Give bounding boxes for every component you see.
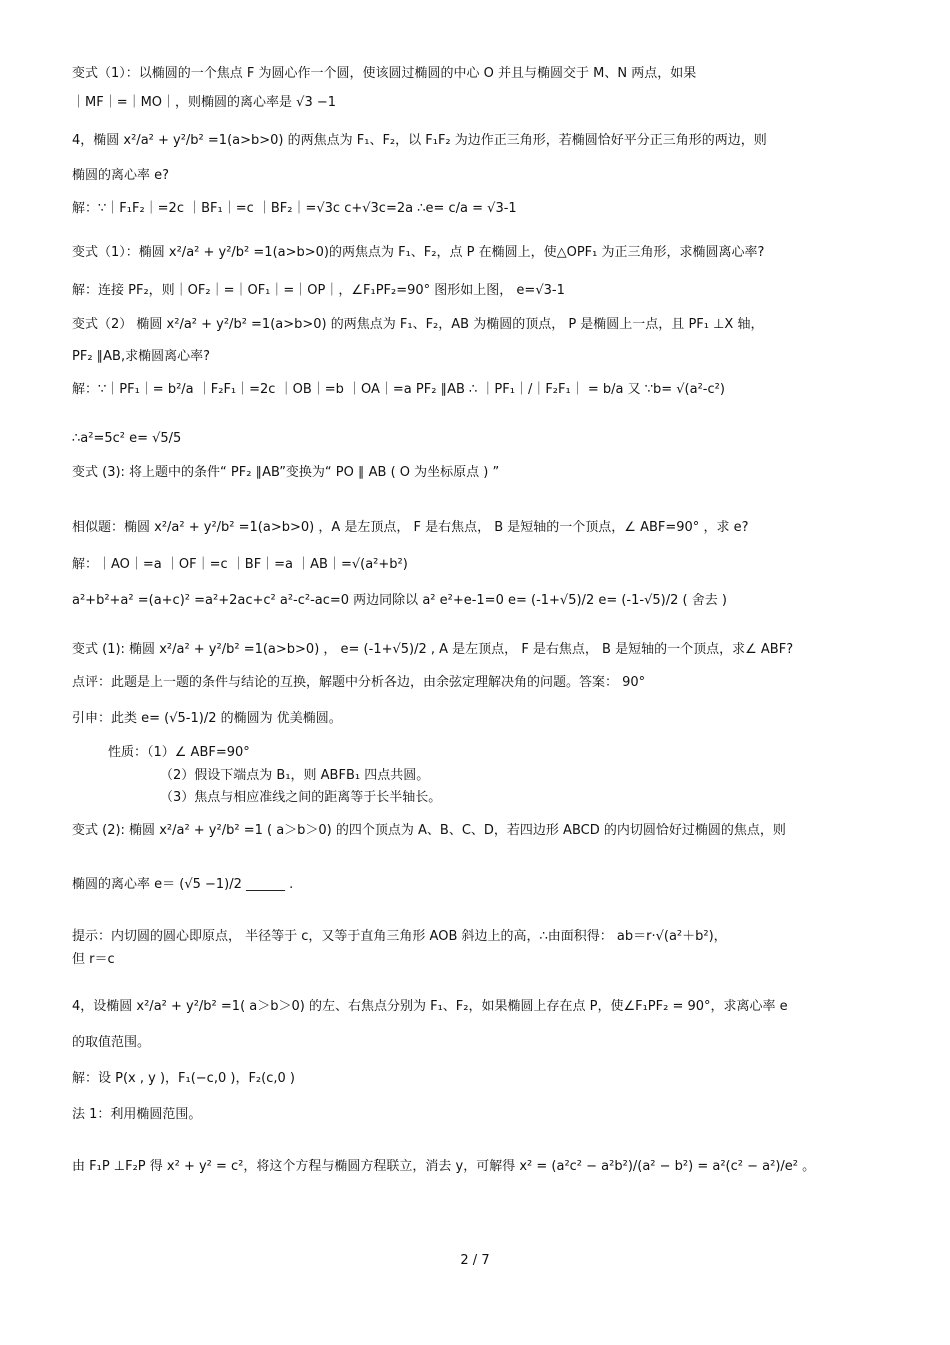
text-line: 引申：此类 e= (√5-1)/2 的椭圆为 优美椭圆。 bbox=[72, 711, 342, 726]
text-line: 4，椭圆 x²/a² + y²/b² =1(a>b>0) 的两焦点为 F₁、F₂，以 F₁F₂ 为边作正三角形，若椭圆恰好平分正三角形的两边，则 bbox=[72, 133, 767, 148]
text-line: 相似题：椭圆 x²/a² + y²/b² =1(a>b>0) ，A 是左顶点， F 是右焦点， B 是短轴的一个顶点，∠ ABF=90° ，求 e? bbox=[72, 520, 749, 535]
text-line: 变式 (2): 椭圆 x²/a² + y²/b² =1 ( a＞b＞0) 的四个顶点为 A、B、C、D，若四边形 ABCD 的内切圆恰好过椭圆的焦点，则 bbox=[72, 823, 786, 838]
text-line: 椭圆的离心率 e? bbox=[72, 168, 170, 183]
text-line: 的取值范围。 bbox=[72, 1035, 151, 1050]
text-line: 性质：（1）∠ ABF=90° bbox=[108, 745, 250, 760]
text-line: 4，设椭圆 x²/a² + y²/b² =1( a＞b＞0) 的左、右焦点分别为 F₁、F₂，如果椭圆上存在点 P，使∠F₁PF₂ = 90°，求离心率 e bbox=[72, 999, 788, 1014]
text-line: 变式 (3): 将上题中的条件“ PF₂ ∥AB”变换为“ PO ∥ AB ( O 为坐标原点 ) ” bbox=[72, 465, 500, 480]
text-line: 变式（1）：椭圆 x²/a² + y²/b² =1(a>b>0)的两焦点为 F₁、F₂，点 P 在椭圆上，使△OPF₁ 为正三角形，求椭圆离心率? bbox=[72, 245, 765, 260]
text-line: 提示：内切圆的圆心即原点， 半径等于 c，又等于直角三角形 AOB 斜边上的高，∴由面积得： ab＝r·√(a²＋b²)， bbox=[72, 929, 727, 944]
text-line: 解：连接 PF₂，则｜OF₂｜=｜OF₁｜=｜OP｜，∠F₁PF₂=90° 图形如上图， e=√3-1 bbox=[72, 283, 565, 298]
text-line: 解：｜AO｜=a ｜OF｜=c ｜BF｜=a ｜AB｜=√(a²+b²) bbox=[72, 557, 408, 572]
text-line: 变式（2） 椭圆 x²/a² + y²/b² =1(a>b>0) 的两焦点为 F₁、F₂，AB 为椭圆的顶点， P 是椭圆上一点，且 PF₁ ⊥X 轴， bbox=[72, 317, 764, 332]
text-line: a²+b²+a² =(a+c)² =a²+2ac+c² a²-c²-ac=0 两边同除以 a² e²+e-1=0 e= (-1+√5)/2 e= (-1-√5)/2 ( 舍去 ) bbox=[72, 593, 727, 608]
text-line: 但 r＝c bbox=[72, 952, 115, 967]
page-number: 2 / 7 bbox=[460, 1253, 490, 1268]
text-line: 点评：此题是上一题的条件与结论的互换，解题中分析各边，由余弦定理解决角的问题。答案： 90° bbox=[72, 675, 646, 690]
text-line: ∴a²=5c² e= √5/5 bbox=[72, 431, 182, 446]
text-line: 由 F₁P ⊥F₂P 得 x² + y² = c²，将这个方程与椭圆方程联立，消去 y，可解得 x² = (a²c² − a²b²)/(a² − b²) = a²(c² − a²)/e² 。 bbox=[72, 1159, 816, 1174]
text-line: 法 1：利用椭圆范围。 bbox=[72, 1107, 202, 1122]
text-line: ｜MF｜=｜MO｜，则椭圆的离心率是 √3 −1 bbox=[72, 95, 337, 110]
text-line: （3）焦点与相应准线之间的距离等于长半轴长。 bbox=[160, 790, 442, 805]
text-line: 变式 (1): 椭圆 x²/a² + y²/b² =1(a>b>0) ， e= (-1+√5)/2 , A 是左顶点， F 是右焦点， B 是短轴的一个顶点，求∠ ABF? bbox=[72, 642, 794, 657]
text-line: 变式（1）：以椭圆的一个焦点 F 为圆心作一个圆，使该圆过椭圆的中心 O 并且与椭圆交于 M、N 两点，如果 bbox=[72, 66, 697, 81]
text-line: 椭圆的离心率 e＝ (√5 −1)/2 ______ . bbox=[72, 877, 294, 892]
text-line: 解：∵｜F₁F₂｜=2c ｜BF₁｜=c ｜BF₂｜=√3c c+√3c=2a ∴e= c/a = √3-1 bbox=[72, 201, 517, 216]
text-line: PF₂ ∥AB,求椭圆离心率? bbox=[72, 349, 211, 364]
text-line: 解：∵｜PF₁｜= b²/a ｜F₂F₁｜=2c ｜OB｜=b ｜OA｜=a PF₂ ∥AB ∴ ｜PF₁｜/｜F₂F₁｜ = b/a 又 ∵b= √(a²-c²) bbox=[72, 382, 725, 397]
text-line: 解：设 P(x , y )，F₁(−c,0 )，F₂(c,0 ) bbox=[72, 1071, 295, 1086]
text-line: （2）假设下端点为 B₁，则 ABFB₁ 四点共圆。 bbox=[160, 768, 430, 783]
